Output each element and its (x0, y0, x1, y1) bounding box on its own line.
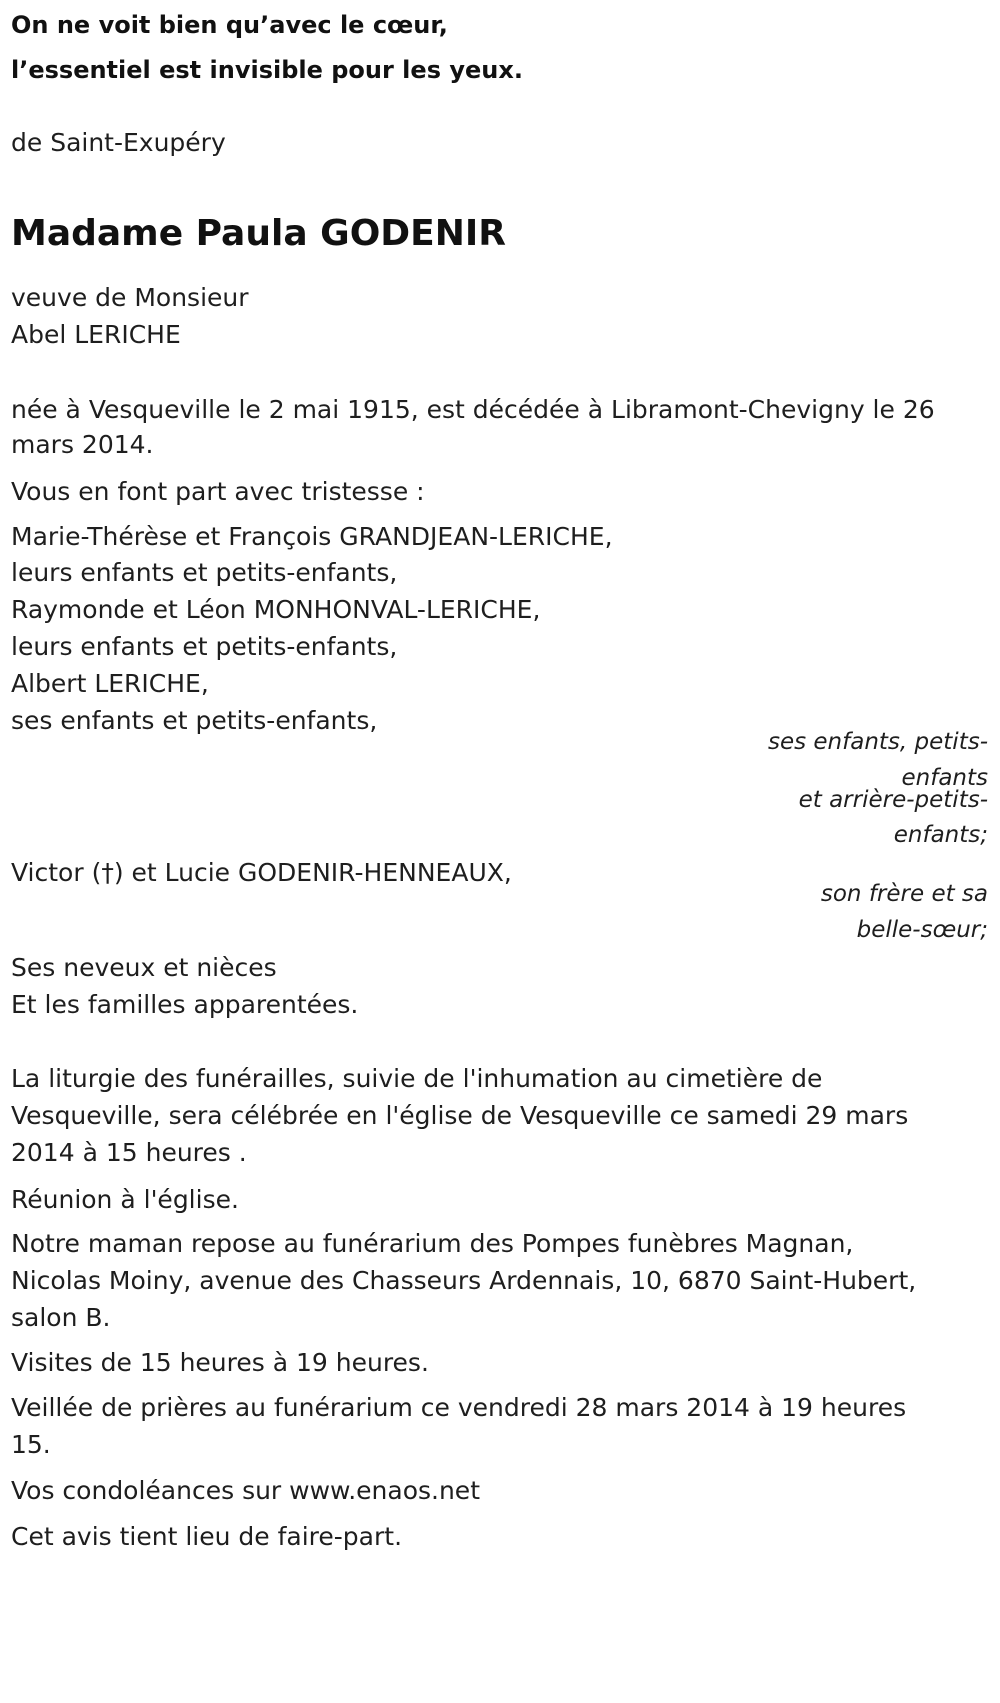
visits-line: Visites de 15 heures à 19 heures. (11, 1348, 429, 1377)
family-line: ses enfants et petits-enfants, (11, 706, 378, 735)
relation-children-line: ses enfants, petits- (767, 729, 988, 755)
family-line: Albert LERICHE, (11, 669, 209, 698)
birth-death-line-1: née à Vesqueville le 2 mai 1915, est décédée à Libramont-Chevigny le 26 (11, 395, 935, 424)
others-line: Ses neveux et nièces (11, 953, 277, 982)
rest-line: salon B. (11, 1303, 111, 1332)
quote-line-2: l’essentiel est invisible pour les yeux. (11, 56, 523, 84)
quote-author: de Saint-Exupéry (11, 128, 226, 157)
condolences-line: Vos condoléances sur www.enaos.net (11, 1476, 480, 1505)
vigil-line: 15. (11, 1430, 51, 1459)
quote-line-1: On ne voit bien qu’avec le cœur, (11, 11, 448, 39)
birth-death-line-2: mars 2014. (11, 430, 154, 459)
liturgy-line: La liturgie des funérailles, suivie de l'inhumation au cimetière de (11, 1064, 823, 1093)
relation-sibling-line: belle-sœur; (856, 917, 988, 943)
rest-line: Nicolas Moiny, avenue des Chasseurs Ardennais, 10, 6870 Saint-Hubert, (11, 1266, 917, 1295)
sibling-line: Victor (†) et Lucie GODENIR-HENNEAUX, (11, 858, 512, 887)
widow-line-1: veuve de Monsieur (11, 283, 249, 312)
relation-children-line: enfants (901, 765, 988, 791)
relation-sibling-line: son frère et sa (820, 881, 988, 907)
notice-line: Cet avis tient lieu de faire-part. (11, 1522, 403, 1551)
meeting-line: Réunion à l'église. (11, 1185, 239, 1214)
family-line: Marie-Thérèse et François GRANDJEAN-LERICHE, (11, 522, 613, 551)
liturgy-line: 2014 à 15 heures . (11, 1138, 247, 1167)
relation-children-line: et arrière-petits- (798, 787, 988, 813)
liturgy-line: Vesqueville, sera célébrée en l'église de Vesqueville ce samedi 29 mars (11, 1101, 909, 1130)
vigil-line: Veillée de prières au funérarium ce vendredi 28 mars 2014 à 19 heures (11, 1393, 907, 1422)
rest-line: Notre maman repose au funérarium des Pompes funèbres Magnan, (11, 1229, 854, 1258)
deceased-name: Madame Paula GODENIR (11, 213, 507, 254)
others-line: Et les familles apparentées. (11, 990, 359, 1019)
family-line: Raymonde et Léon MONHONVAL-LERICHE, (11, 595, 541, 624)
family-line: leurs enfants et petits-enfants, (11, 558, 398, 587)
widow-line-2: Abel LERICHE (11, 320, 181, 349)
relation-children-line: enfants; (893, 822, 988, 848)
announcement-intro: Vous en font part avec tristesse : (11, 477, 425, 506)
family-line: leurs enfants et petits-enfants, (11, 632, 398, 661)
